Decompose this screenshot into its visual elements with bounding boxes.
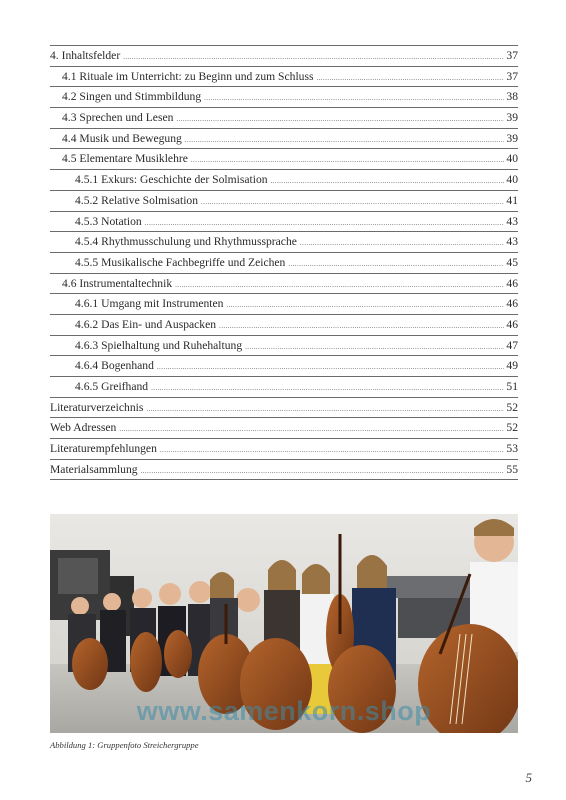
toc-entry[interactable] <box>50 66 518 87</box>
toc-entry-title: Materialsammlung <box>50 462 138 476</box>
toc-leader-dots <box>185 131 504 151</box>
toc-entry-title: 4.5.4 Rhythmusschulung und Rhythmussprache <box>75 235 297 249</box>
toc-entry-title: 4.2 Singen und Stimmbildung <box>62 90 202 104</box>
toc-entry[interactable] <box>50 231 518 252</box>
toc-leader-dots <box>288 255 504 275</box>
toc-entry-title: 4.6.3 Spielhaltung und Ruhehaltung <box>75 338 243 352</box>
toc-entry[interactable] <box>50 169 518 190</box>
toc-entry-page: 39 <box>506 111 518 125</box>
toc-leader-dots <box>176 110 504 130</box>
toc-leader-dots <box>317 69 505 89</box>
toc-entry-title: 4. Inhaltsfelder <box>50 49 121 62</box>
toc-entry-title: 4.6.5 Greifhand <box>75 380 149 393</box>
toc-entry[interactable] <box>50 273 518 294</box>
toc-entry-page: 39 <box>506 131 518 145</box>
toc-leader-dots <box>145 214 504 234</box>
toc-entry[interactable] <box>50 190 518 211</box>
toc-leader-dots <box>151 379 504 399</box>
toc-leader-dots <box>245 338 504 358</box>
toc-entry-title: 4.5.2 Relative Solmisation <box>75 193 199 207</box>
toc-entry-title: Web Adressen <box>50 421 117 435</box>
toc-entry-page: 49 <box>506 359 518 373</box>
toc-entry-title: 4.4 Musik und Bewegung <box>62 131 182 145</box>
toc-entry-title: 4.6.2 Das Ein- und Auspacken <box>75 317 217 331</box>
toc-entry-page: 40 <box>506 173 518 187</box>
toc-leader-dots <box>146 400 504 420</box>
toc-entry-page: 45 <box>506 255 518 269</box>
toc-entry-title: 4.5.3 Notation <box>75 214 142 228</box>
toc-leader-dots <box>219 317 504 337</box>
toc-leader-dots <box>141 462 504 482</box>
toc-entry[interactable] <box>50 252 518 273</box>
toc-entry-title: Literaturempfehlungen <box>50 442 157 456</box>
figure-caption: Abbildung 1: Gruppenfoto Streichergruppe <box>50 740 199 750</box>
toc-entry-title: 4.3 Sprechen und Lesen <box>62 111 174 125</box>
toc-leader-dots <box>157 358 504 378</box>
toc-entry-page: 52 <box>506 400 518 414</box>
toc-entry[interactable] <box>50 417 518 438</box>
toc-leader-dots <box>271 172 504 192</box>
toc-entry[interactable] <box>50 86 518 107</box>
toc-entry[interactable] <box>50 438 518 459</box>
toc-entry-page: 53 <box>506 442 518 456</box>
toc-entry-page: 46 <box>506 297 518 311</box>
toc-entry[interactable] <box>50 128 518 149</box>
toc-entry[interactable] <box>50 314 518 335</box>
page-number: 5 <box>525 770 532 785</box>
toc-entry[interactable] <box>50 45 518 66</box>
toc-entry-title: 4.1 Rituale im Unterricht: zu Beginn und zum Schluss <box>62 69 314 83</box>
toc-entry[interactable] <box>50 293 518 314</box>
group-photo <box>50 514 518 733</box>
toc-entry-page: 51 <box>506 380 518 393</box>
toc-entry-title: 4.5.1 Exkurs: Geschichte der Solmisation <box>75 173 268 187</box>
toc-entry-title: 4.6 Instrumentaltechnik <box>62 276 173 290</box>
toc-entry-page: 37 <box>506 69 518 83</box>
toc-entry[interactable] <box>50 459 518 481</box>
toc-leader-dots <box>201 193 504 213</box>
toc-leader-dots <box>160 441 504 461</box>
toc-entry-page: 43 <box>506 235 518 249</box>
toc-entry-page: 38 <box>506 90 518 104</box>
toc-leader-dots <box>191 151 504 171</box>
toc-leader-dots <box>119 420 504 440</box>
toc-entry[interactable] <box>50 397 518 418</box>
toc-entry-page: 52 <box>506 421 518 435</box>
toc-entry-page: 37 <box>506 49 518 62</box>
toc-leader-dots <box>123 48 504 68</box>
toc-entry[interactable] <box>50 376 518 397</box>
toc-entry-page: 46 <box>506 317 518 331</box>
toc-entry-title: 4.5.5 Musikalische Fachbegriffe und Zeichen <box>75 255 286 269</box>
toc-entry-page: 46 <box>506 276 518 290</box>
toc-entry[interactable] <box>50 211 518 232</box>
toc-entry-page: 55 <box>506 462 518 476</box>
toc-entry-page: 43 <box>506 214 518 228</box>
toc-entry[interactable] <box>50 148 518 169</box>
toc-entry-title: 4.6.1 Umgang mit Instrumenten <box>75 297 224 311</box>
toc-entry-title: Literaturverzeichnis <box>50 400 144 414</box>
toc-leader-dots <box>175 276 504 296</box>
toc-entry-title: 4.5 Elementare Musiklehre <box>62 152 188 166</box>
toc-entry-page: 40 <box>506 152 518 166</box>
watermark-text: www.samenkorn.shop <box>136 696 432 726</box>
toc-entry[interactable] <box>50 107 518 128</box>
toc-entry[interactable] <box>50 335 518 356</box>
toc-entry[interactable] <box>50 355 518 376</box>
toc-leader-dots <box>204 89 504 109</box>
toc-leader-dots <box>226 296 504 316</box>
toc-entry-page: 41 <box>506 193 518 207</box>
toc-leader-dots <box>300 234 504 254</box>
toc-entry-title: 4.6.4 Bogenhand <box>75 359 154 373</box>
toc-entry-page: 47 <box>506 338 518 352</box>
table-of-contents <box>50 45 518 480</box>
